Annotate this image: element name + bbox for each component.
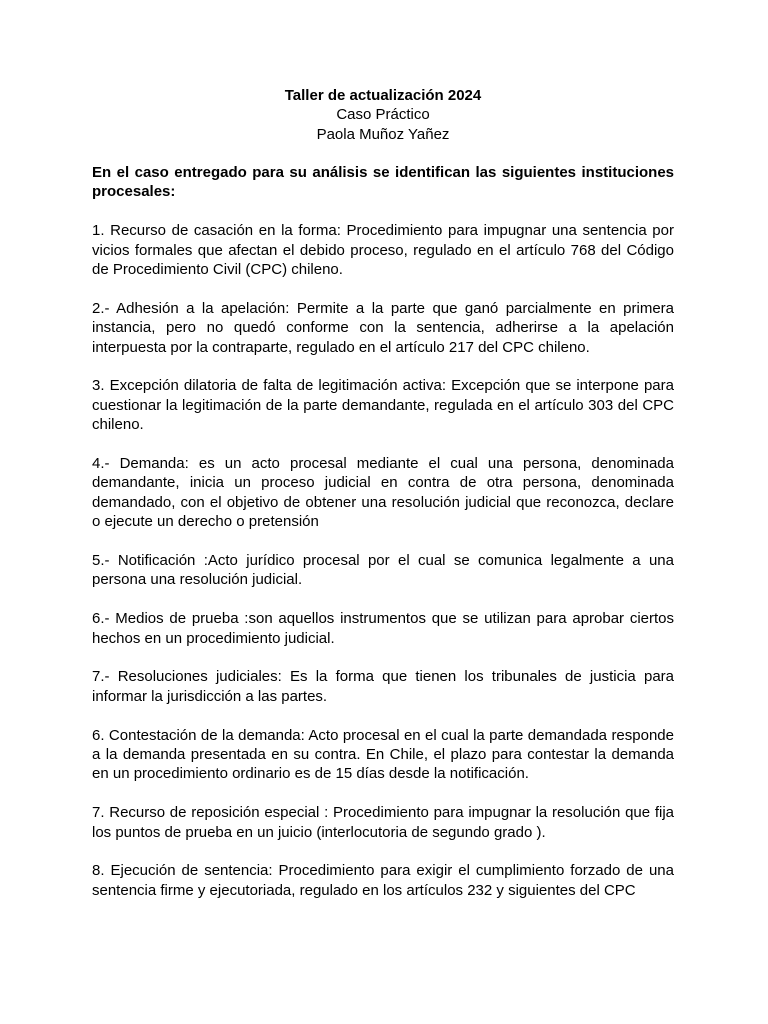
document-author: Paola Muñoz Yañez — [316, 125, 450, 143]
list-item: 7.- Resoluciones judiciales: Es la forma que tienen los tribunales de justicia para informar la jurisdicción a las partes. — [92, 668, 674, 705]
list-item: 7. Recurso de reposición especial : Procedimiento para impugnar la resolución que fija los puntos de prueba en un juicio (interlocutoria de segundo grado ). — [92, 804, 674, 841]
list-item: 8. Ejecución de sentencia: Procedimiento para exigir el cumplimiento forzado de una sentencia firme y ejecutoriada, regulado en los artículos 232 y siguientes del CPC — [92, 862, 674, 899]
list-item: 3. Excepción dilatoria de falta de legitimación activa: Excepción que se interpone para cuestionar la legitimación de la parte demandante, regulada en el artículo 303 del CPC chileno. — [92, 377, 674, 434]
document-header — [92, 86, 674, 144]
document-title: Taller de actualización 2024 — [284, 87, 482, 104]
list-item: 6. Contestación de la demanda: Acto procesal en el cual la parte demandada responde a la demanda presentada en su contra. En Chile, el plazo para contestar la demanda en un procedimiento ordinario es de 15 días desde la notificación. — [92, 726, 674, 783]
list-item: 6.- Medios de prueba :son aquellos instrumentos que se utilizan para aprobar ciertos hechos en un procedimiento judicial. — [92, 610, 674, 647]
list-item: 2.- Adhesión a la apelación: Permite a la parte que ganó parcialmente en primera instancia, pero no quedó conforme con la sentencia, adherirse a la apelación interpuesta por la contraparte, regulado en el artículo 217 del CPC chileno. — [92, 299, 674, 356]
list-item: 5.- Notificación :Acto jurídico procesal por el cual se comunica legalmente a una persona una resolución judicial. — [92, 552, 674, 589]
document-body — [92, 163, 674, 920]
intro-paragraph: En el caso entregado para su análisis se identifican las siguientes instituciones procesales: — [92, 164, 674, 201]
list-item: 4.- Demanda: es un acto procesal mediante el cual una persona, denominada demandante, inicia un proceso judicial en contra de otra persona, denominada demandado, con el objetivo de obtener una resolución judicial que reconozca, declare o ejecute un derecho o pretensión — [92, 455, 674, 531]
document-subtitle: Caso Práctico — [336, 106, 430, 124]
list-item: 1. Recurso de casación en la forma: Procedimiento para impugnar una sentencia por vicios formales que afectan el debido proceso, regulado en el artículo 768 del Código de Procedimiento Civil (CPC) chileno. — [92, 222, 674, 279]
